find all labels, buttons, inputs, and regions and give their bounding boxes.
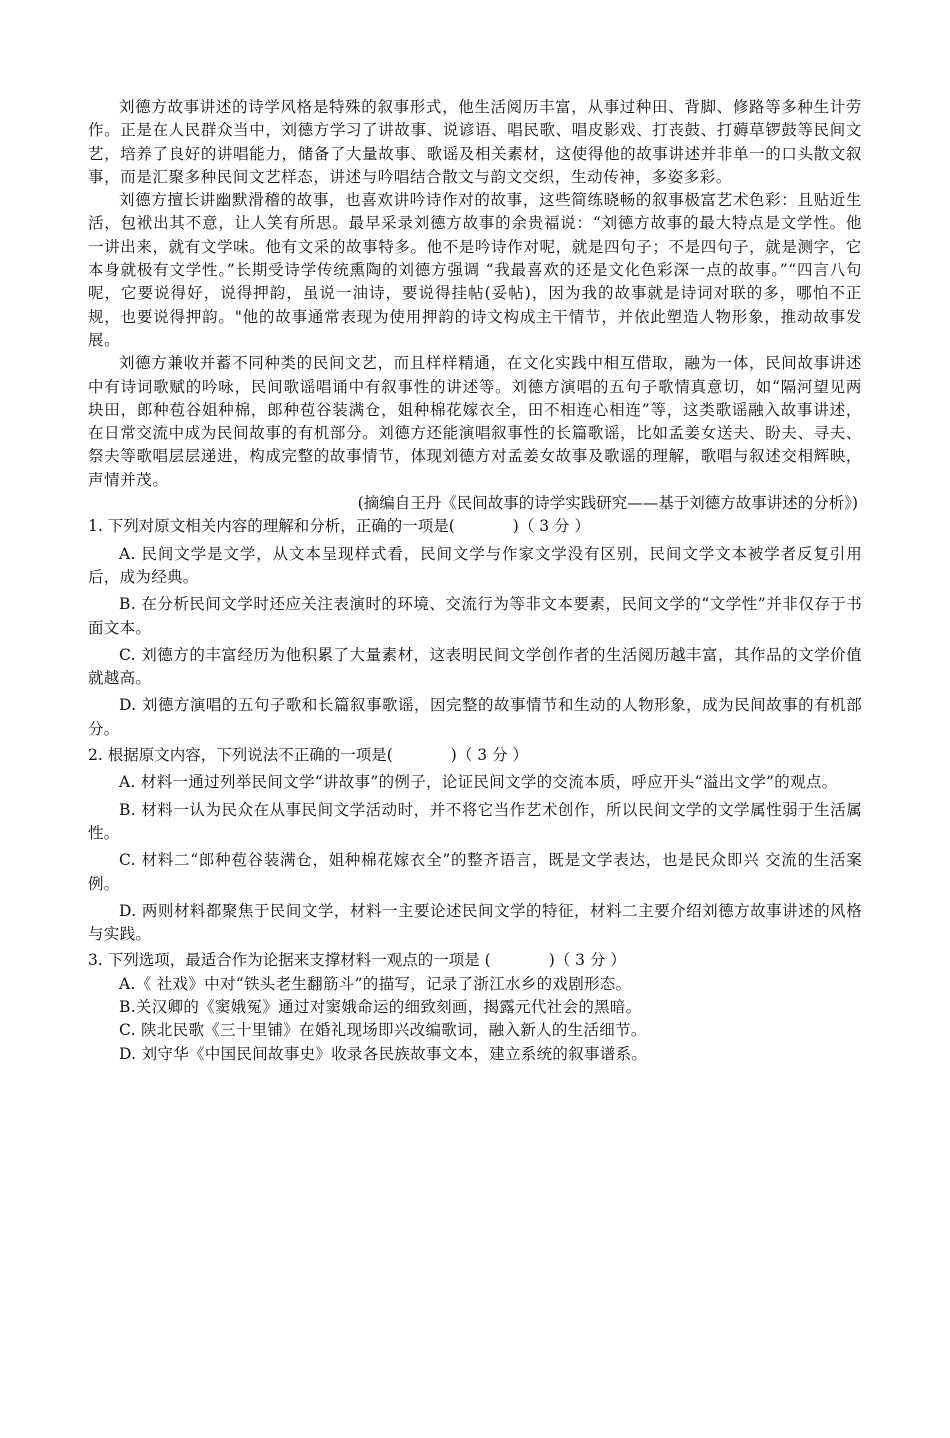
- option-d: D. 刘守华《中国民间故事史》收录各民族故事文本，建立系统的叙事谱系。: [119, 1044, 648, 1063]
- question-score: )（ 3 分 ）: [512, 517, 590, 536]
- question-text: 1. 下列对原文相关内容的理解和分析，正确的一项是(: [88, 517, 455, 536]
- option-c: C. 材料二“郎种苞谷装满仓，姐种棉花嫁衣全”的整齐语言，既是文学表达，也是民众即兴 交流的生活案例。: [88, 851, 862, 893]
- question-text: 3. 下列选项，最适合作为论据来支撑材料一观点的一项是 (: [88, 951, 491, 970]
- option-b: B. 材料一认为民众在从事民间文学活动时，并不将它当作艺术创作，所以民间文学的文学属性弱于生活属性。: [88, 800, 862, 842]
- passage-paragraph: 刘德方兼收并蓄不同种类的民间文艺，而且样样精通，在文化实践中相互借取，融为一体，民间故事讲述中有诗词歌赋的吟咏，民间歌谣唱诵中有叙事性的讲述等。刘德方演唱的五句子歌情真意切，如“隔河望见两块田，郎种苞谷姐种棉，郎种苞谷装满仓，姐种棉花嫁衣全，田不相连心相连”等，这类歌谣融入故事讲述，在日常交流中成为民间故事的有机部分。刘德方还能演唱叙事性的长篇歌谣，比如孟姜女送夫、盼夫、寻夫、祭夫等歌唱层层递进，构成完整的故事情节，体现刘德方对孟姜女故事及歌谣的理解，歌唱与叙述交相辉映，声情并茂。: [88, 354, 862, 489]
- question-score: )（ 3 分 ）: [450, 746, 528, 765]
- option-d: D. 刘德方演唱的五句子歌和长篇叙事歌谣，因完整的故事情节和生动的人物形象，成为民间故事的有机部分。: [88, 696, 862, 738]
- question-text: 2. 根据原文内容，下列说法不正确的一项是(: [88, 746, 393, 765]
- question-stem: [88, 949, 862, 972]
- option-d: D. 两则材料都聚焦于民间文学，材料一主要论述民间文学的特征，材料二主要介绍刘德方故事讲述的风格与实践。: [88, 901, 862, 944]
- option-c: C. 陕北民歌《三十里铺》在婚礼现场即兴改编歌词，融入新人的生活细节。: [119, 1021, 647, 1040]
- option-a: A. 材料一通过列举民间文学“讲故事”的例子，论证民间文学的交流本质，呼应开头“溢出文学”的观点。: [119, 773, 838, 792]
- option-a: A.《 社戏》中对“铁头老生翻筋斗”的描写，记录了浙江水乡的戏剧形态。: [119, 974, 632, 993]
- passage-paragraph: 刘德方故事讲述的诗学风格是特殊的叙事形式，他生活阅历丰富，从事过种田、背脚、修路等多种生计劳作。正是在人民群众当中，刘德方学习了讲故事、说谚语、唱民歌、唱皮影戏、打丧鼓、打薅草锣鼓等民间文艺，培养了良好的讲唱能力，储备了大量故事、歌谣及相关素材，这使得他的故事讲述并非单一的口头散文叙事，而是汇聚多种民间文艺样态，讲述与吟唱结合散文与韵文交织，生动传神，多姿多彩。: [88, 98, 862, 186]
- option-b: B.关汉卿的《窦娥冤》通过对窦娥命运的细致刻画，揭露元代社会的黑暗。: [119, 997, 642, 1016]
- option-a: A. 民间文学是文学，从文本呈现样式看，民间文学与作家文学没有区别，民间文学文本被学者反复引用后，成为经典。: [88, 544, 862, 586]
- document-page: [88, 96, 862, 1066]
- option-c: C. 刘德方的丰富经历为他积累了大量素材，这表明民间文学创作者的生活阅历越丰富，其作品的文学价值就越高。: [88, 645, 862, 688]
- question-stem: [88, 744, 862, 767]
- passage-source: (摘编自王丹《民间故事的诗学实践研究——基于刘德方故事讲述的分析》): [357, 494, 858, 513]
- passage-paragraph: 刘德方擅长讲幽默滑稽的故事，也喜欢讲吟诗作对的故事，这些简练晓畅的叙事极富艺术色彩：且贴近生活，包袱出其不意，让人笑有所思。最早采录刘德方故事的余贵福说：“刘德方故事的最大特点是文学性。他一讲出来，就有文学味。他有文采的故事特多。他不是吟诗作对呢，就是四句子；不是四句子，就是测字，它本身就极有文学性。”长期受诗学传统熏陶的刘德方强调 “我最喜欢的还是文化色彩深一点的故事。”“四言八句呢，它要说得好，说得押韵，虽说一油诗，要说得挂帖(妥帖)，因为我的故事就是诗词对联的多，哪怕不正规，也要说得押韵。"他的故事通常表现为使用押韵的诗文构成主干情节，并依此塑造人物形象，推动故事发展。: [88, 191, 862, 349]
- question-score: )（ 3 分 ）: [548, 951, 626, 970]
- question-stem: [88, 515, 862, 538]
- option-b: B. 在分析民间文学时还应关注表演时的环境、交流行为等非文本要素，民间文学的“文学性”并非仅存于书面文本。: [88, 595, 862, 637]
